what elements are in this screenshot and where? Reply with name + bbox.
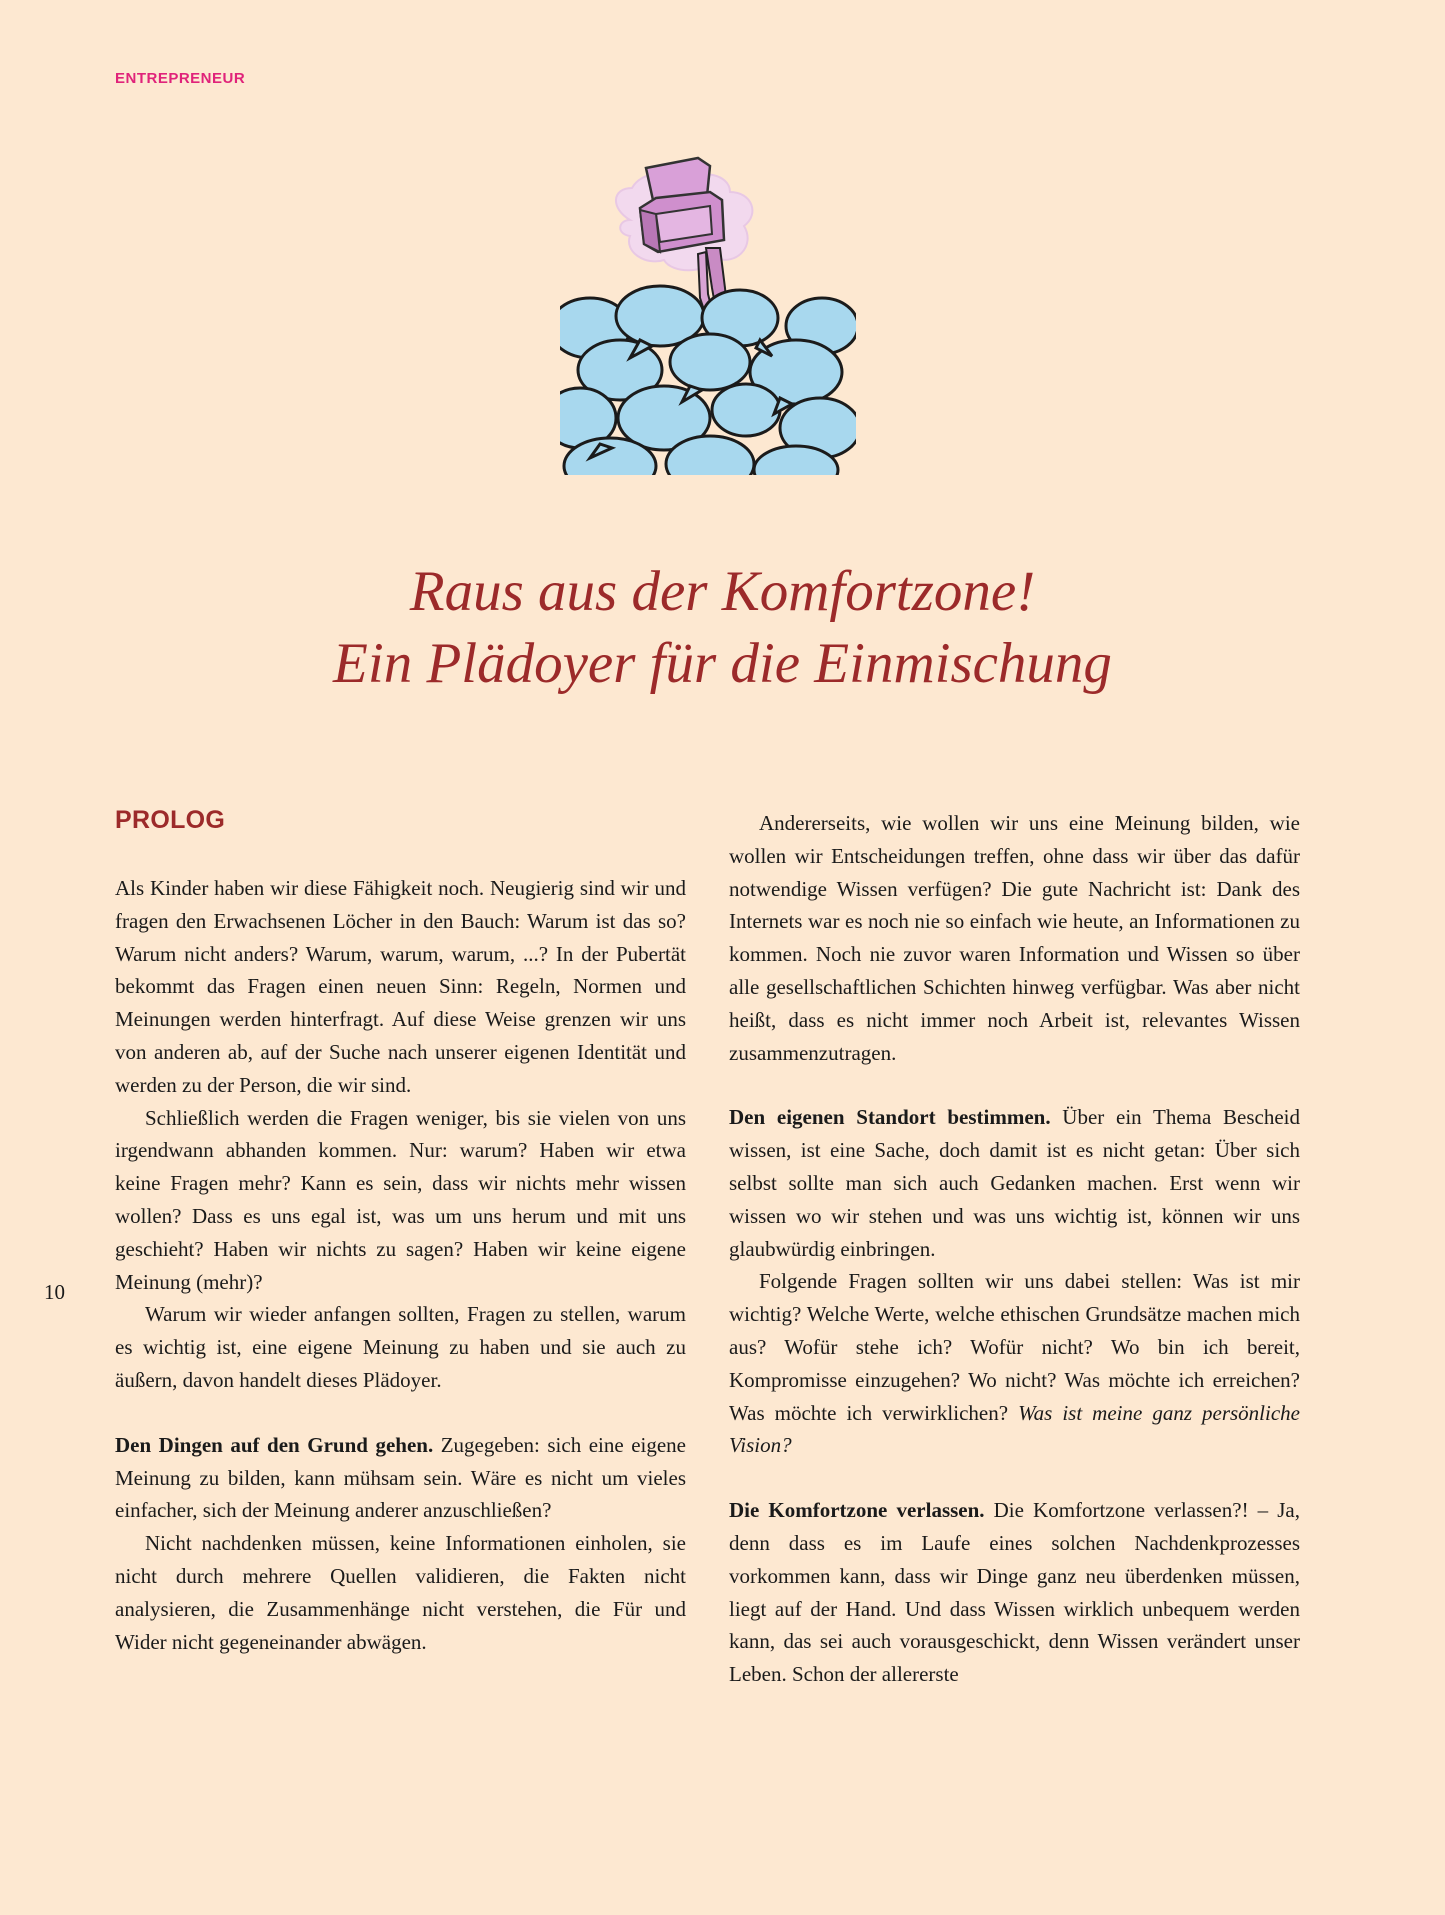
paragraph-lead: Den eigenen Standort bestimmen. [729,1105,1051,1130]
paragraph: Als Kinder haben wir diese Fähigkeit noch. Neugierig sind wir und fragen den Erwachsenen Löcher in den Bauch: Warum ist das so? Warum nicht anders? Warum, warum, warum, ...? In der Pubertät bekommt das Fragen einen neuen Sinn: Regeln, Normen und Meinungen werden hinterfragt. Auf diese Weise grenzen wir uns von anderen ab, auf der Suche nach unserer eigenen Identität und werden zu der Person, die wir sind. [115,876,686,1097]
paragraph-body: Zugegeben: sich eine eigene Meinung zu bilden, kann mühsam sein. Wäre es nicht um vieles einfacher, sich der Meinung anderer anzuschließen? [115,1432,686,1523]
paragraph-lead: Die Komfortzone verlassen. [729,1498,985,1523]
right-column [729,807,1300,1691]
paragraph-body: Über ein Thema Bescheid wissen, ist eine Sache, doch damit ist es nicht getan: Über sich selbst sollte man sich auch Gedanken machen. Erst wenn wir wissen wo wir stehen und was uns wichtig ist, können wir uns glaubwürdig einbringen. [729,1105,1300,1261]
paragraph [729,1265,1300,1462]
paragraph [729,1494,1300,1691]
page-number: 10 [44,1280,65,1304]
left-column [115,872,686,1658]
paragraph: Schließlich werden die Fragen weniger, bis sie vielen von uns irgendwann abhanden kommen. Nur: warum? Haben wir etwa keine Fragen mehr? Kann es sein, dass wir nichts mehr wissen wollen? Dass es uns egal ist, was um uns herum und mit uns geschieht? Haben wir nichts zu sagen? Haben wir keine eigene Meinung (mehr)? [115,1105,686,1294]
paragraph-body: Folgende Fragen sollten wir uns dabei stellen: Was ist mir wichtig? Welche Werte, welche ethischen Grundsätze machen mich aus? Wofür stehe ich? Wofür nicht? Wo bin ich bereit, Kompromisse einzugehen? Wo nicht? Was möchte ich erreichen? Was möchte ich verwirklichen? [729,1269,1300,1425]
paragraph-body: Die Komfortzone verlassen?! – Ja, denn dass es im Laufe eines solchen Nachdenkprozesses vorkommen kann, dass wir Dinge ganz neu überdenken müssen, liegt auf der Hand. Und dass Wissen wirklich unbequem werden kann, das sei auch vorausgeschickt, denn Wissen verändert unser Leben. Schon der allererste [729,1498,1300,1687]
paragraph [115,1429,686,1527]
section-heading: PROLOG [115,806,226,834]
paragraph: Warum wir wieder anfangen sollten, Fragen zu stellen, warum es wichtig ist, eine eigene Meinung zu haben und sie auch zu äußern, davon handelt dieses Plädoyer. [115,1302,686,1392]
article-title [0,556,1445,700]
title-line-1: Raus aus der Komfortzone! [409,560,1036,623]
section-label: ENTREPRENEUR [115,70,246,87]
paragraph: Andererseits, wie wollen wir uns eine Meinung bilden, wie wollen wir Entscheidungen treffen, ohne dass wir über das dafür notwendige Wissen verfügen? Die gute Nachricht ist: Dank des Internets war es noch nie so einfach wie heute, an Informationen zu kommen. Noch nie zuvor waren Information und Wissen so über alle gesellschaftlichen Schichten hinweg verfügbar. Was aber nicht heißt, dass es nicht immer noch Arbeit ist, relevantes Wissen zusammenzutragen. [729,811,1300,1065]
title-line-2: Ein Plädoyer für die Einmischung [333,632,1112,695]
paragraph: Nicht nachdenken müssen, keine Informationen einholen, sie nicht durch mehrere Quellen validieren, die Fakten nicht analysieren, die Zusammenhänge nicht verstehen, die Für und Wider nicht gegeneinander abwägen. [115,1531,686,1654]
armchair-on-speech-bubbles-illustration [560,148,856,475]
paragraph [729,1101,1300,1265]
paragraph-italic: Was ist meine ganz persönliche Vision? [729,1400,1300,1458]
paragraph-lead: Den Dingen auf den Grund gehen. [115,1432,434,1457]
